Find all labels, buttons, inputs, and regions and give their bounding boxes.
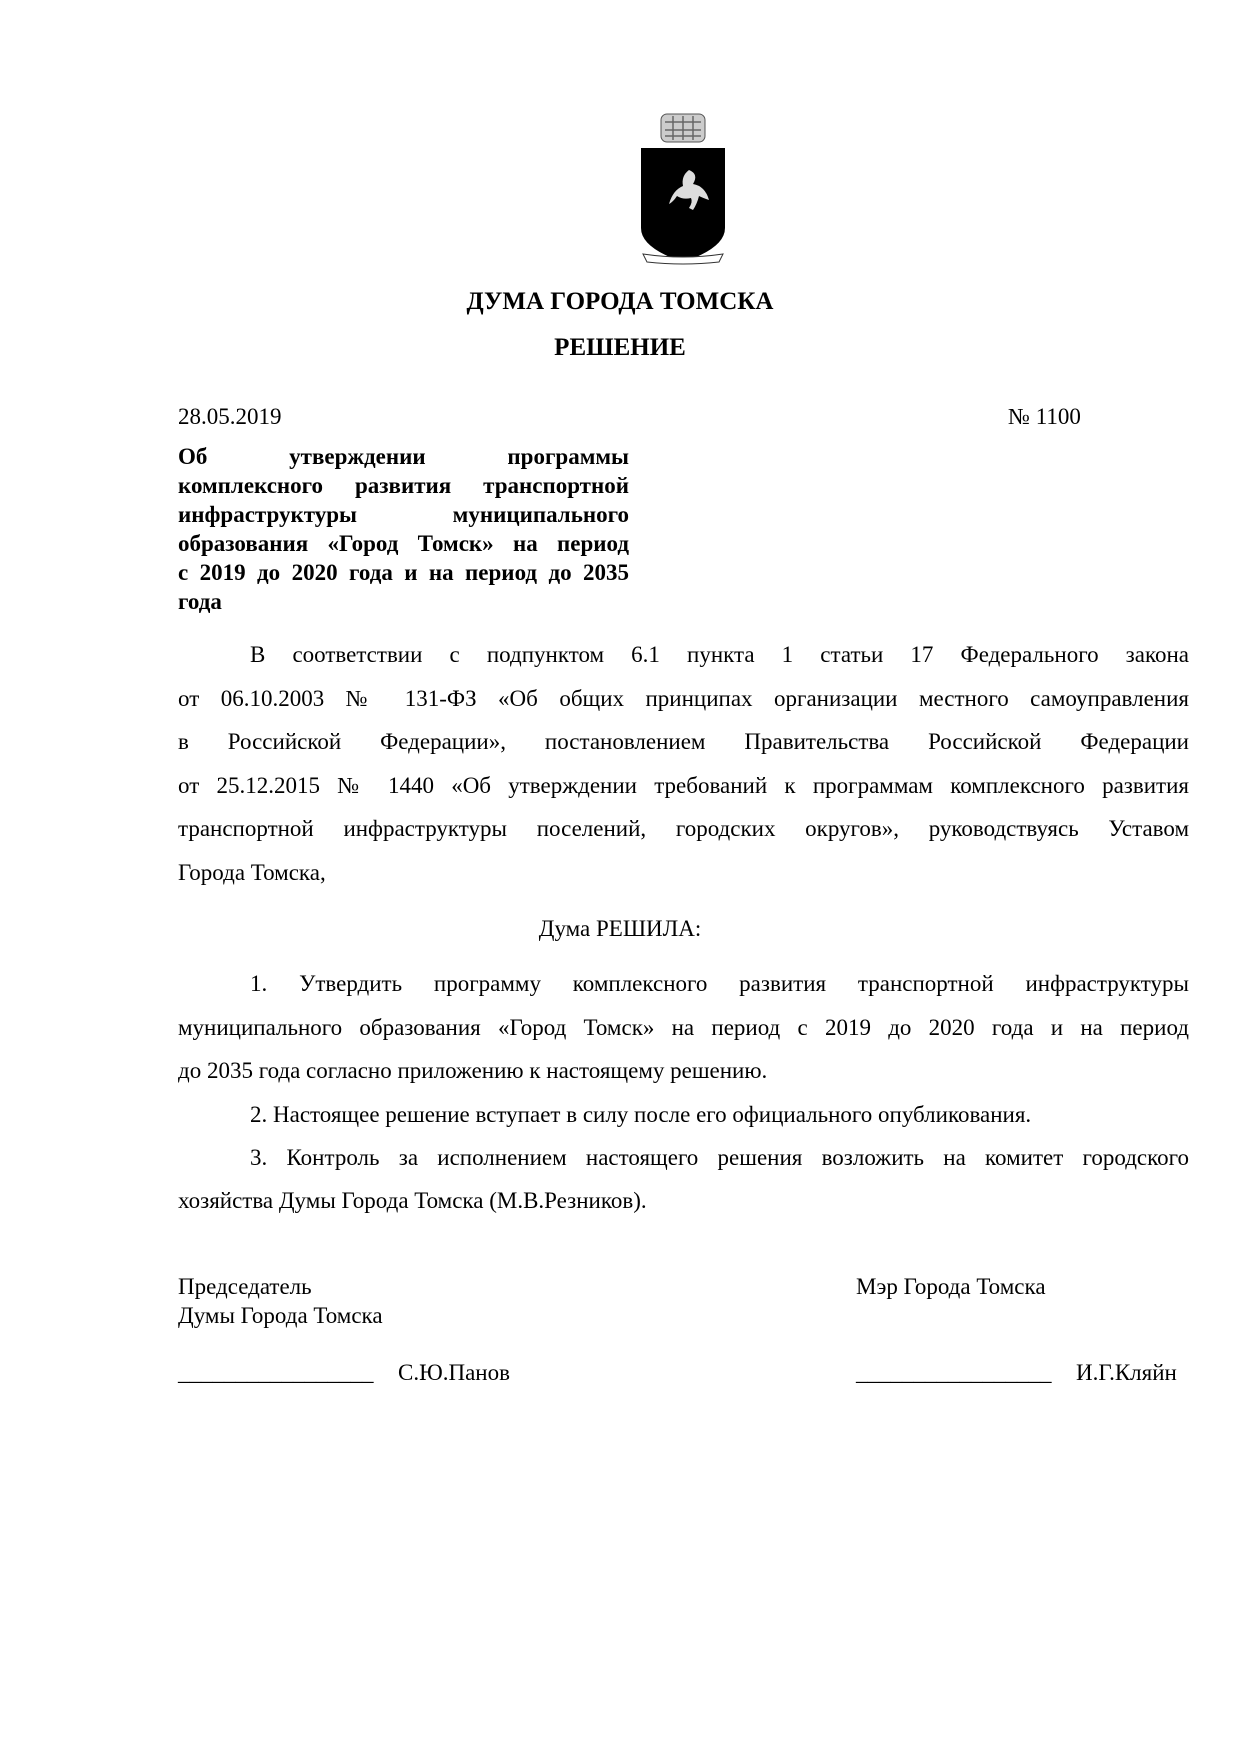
- subject-line: комплексного развития транспортной: [178, 473, 629, 498]
- subject-line: инфраструктуры муниципального: [178, 502, 629, 527]
- item-line: 1. Утвердить программу комплексного развития транспортной инфраструктуры: [250, 971, 1189, 996]
- subject-line: с 2019 до 2020 года и на период до 2035: [178, 560, 629, 585]
- preamble-line: Города Томска,: [178, 860, 326, 885]
- subject-line: Об утверждении программы: [178, 444, 629, 469]
- signatory-left-title: Председатель: [178, 1274, 312, 1299]
- organization-title: ДУМА ГОРОДА ТОМСКА: [466, 288, 774, 315]
- subject-line: образования «Город Томск» на период: [178, 531, 629, 556]
- document-date: 28.05.2019: [178, 404, 282, 429]
- city-emblem: [637, 112, 729, 272]
- item-line: муниципального образования «Город Томск» на период с 2019 до 2020 года и на период: [178, 1015, 1189, 1040]
- subject-line: года: [178, 589, 222, 614]
- item-line: 3. Контроль за исполнением настоящего решения возложить на комитет городского: [250, 1145, 1189, 1170]
- signature-line-left: _________________: [178, 1360, 374, 1385]
- document-type: РЕШЕНИЕ: [554, 334, 686, 361]
- signature-line-right: _________________: [856, 1360, 1052, 1385]
- preamble-line: В соответствии с подпунктом 6.1 пункта 1 статьи 17 Федерального закона: [250, 642, 1189, 667]
- signatory-left-title: Думы Города Томска: [178, 1303, 383, 1328]
- item-line: 2. Настоящее решение вступает в силу после его официального опубликования.: [250, 1102, 1032, 1127]
- preamble-line: от 06.10.2003 № 131-ФЗ «Об общих принципах организации местного самоуправления: [178, 686, 1189, 711]
- resolved-heading: Дума РЕШИЛА:: [538, 916, 702, 941]
- document-number: № 1100: [1008, 404, 1081, 429]
- preamble-line: в Российской Федерации», постановлением Правительства Российской Федерации: [178, 729, 1189, 754]
- item-line: до 2035 года согласно приложению к настоящему решению.: [178, 1058, 768, 1083]
- signatory-right-title: Мэр Города Томска: [856, 1274, 1046, 1299]
- preamble-line: транспортной инфраструктуры поселений, городских округов», руководствуясь Уставом: [178, 816, 1189, 841]
- signatory-right-name: И.Г.Кляйн: [1076, 1360, 1177, 1385]
- preamble-line: от 25.12.2015 № 1440 «Об утверждении требований к программам комплексного развития: [178, 773, 1189, 798]
- signatory-left-name: С.Ю.Панов: [398, 1360, 510, 1385]
- item-line: хозяйства Думы Города Томска (М.В.Резников).: [178, 1188, 647, 1213]
